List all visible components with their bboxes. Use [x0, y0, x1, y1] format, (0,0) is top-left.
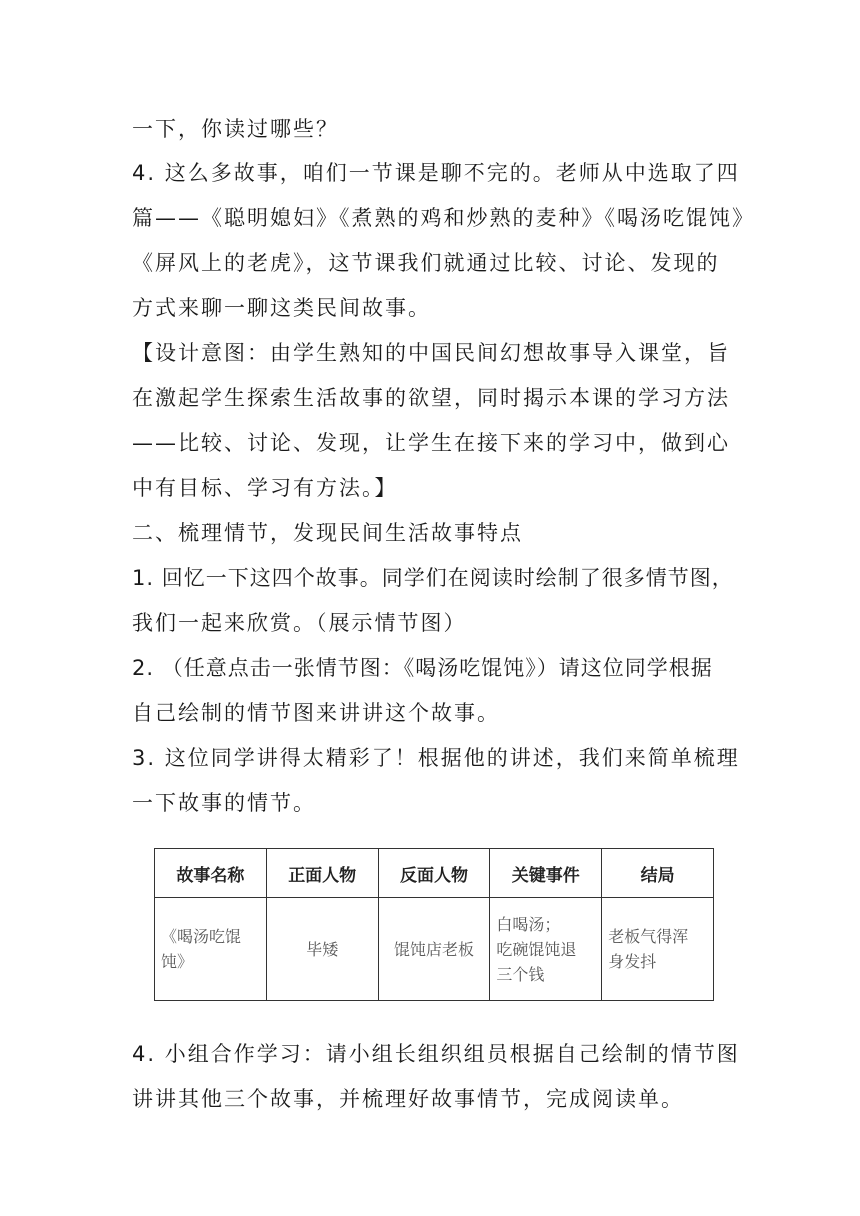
text-line: 篇——《聪明媳妇》《煮熟的鸡和炒熟的麦种》《喝汤吃馄饨》	[132, 206, 755, 230]
ending-cell	[602, 898, 714, 1001]
text-line: 一下，你读过哪些？	[132, 117, 339, 141]
cell-line: 饨》	[161, 952, 194, 971]
cell-text: 毕矮	[306, 939, 339, 959]
cell-line: 《喝汤吃馄	[161, 927, 242, 946]
text-line: 自己绘制的情节图来讲讲这个故事。	[132, 701, 500, 725]
text-line: 我们一起来欣赏。（展示情节图）	[132, 611, 467, 635]
cell-line: 老板气得浑	[608, 927, 689, 946]
text-line: 一下故事的情节。	[132, 791, 316, 815]
plot-summary-table	[154, 848, 714, 998]
column-header: 关键事件	[490, 849, 602, 898]
text-line: 《屏风上的老虎》，这节课我们就通过比较、讨论、发现的	[132, 251, 720, 275]
text-line: 3. 这位同学讲得太精彩了！根据他的讲述，我们来简单梳理	[132, 746, 740, 770]
design-intent-text: 【设计意图：由学生熟知的中国民间幻想故事导入课堂，旨	[132, 341, 730, 365]
design-intent-text: 在激起学生探索生活故事的欲望，同时揭示本课的学习方法	[132, 386, 730, 410]
text-line: 4. 小组合作学习：请小组长组织组员根据自己绘制的情节图	[132, 1042, 740, 1066]
design-intent-text: ——比较、讨论、发现，让学生在接下来的学习中，做到心	[132, 431, 730, 455]
column-header: 反面人物	[378, 849, 490, 898]
design-intent-text: 中有目标、学习有方法。】	[132, 476, 398, 500]
table-row	[155, 898, 714, 1001]
cell-line: 白喝汤；	[496, 914, 561, 934]
text-line: 1. 回忆一下这四个故事。同学们在阅读时绘制了很多情节图，	[132, 566, 734, 590]
column-header: 故事名称	[155, 849, 267, 898]
column-header: 正面人物	[266, 849, 378, 898]
text-line: 4. 这么多故事，咱们一节课是聊不完的。老师从中选取了四	[132, 161, 740, 185]
cell-line: 三个钱	[496, 964, 545, 984]
section-heading: 二、梳理情节，发现民间生活故事特点	[132, 521, 523, 545]
text-line: 讲讲其他三个故事，并梳理好故事情节，完成阅读单。	[132, 1087, 684, 1111]
cell-text: 馄饨店老板	[393, 939, 474, 959]
hero-cell	[266, 898, 378, 1001]
story-name-cell	[155, 898, 267, 1001]
villain-cell	[378, 898, 490, 1001]
column-header: 结局	[602, 849, 714, 898]
key-event-cell	[490, 898, 602, 1001]
cell-line: 身发抖	[608, 952, 657, 971]
table-header-row	[155, 849, 714, 898]
text-line: 2. （任意点击一张情节图：《喝汤吃馄饨》）请这位同学根据	[132, 656, 713, 680]
text-line: 方式来聊一聊这类民间故事。	[132, 296, 431, 320]
cell-line: 吃碗馄饨退	[496, 939, 577, 959]
